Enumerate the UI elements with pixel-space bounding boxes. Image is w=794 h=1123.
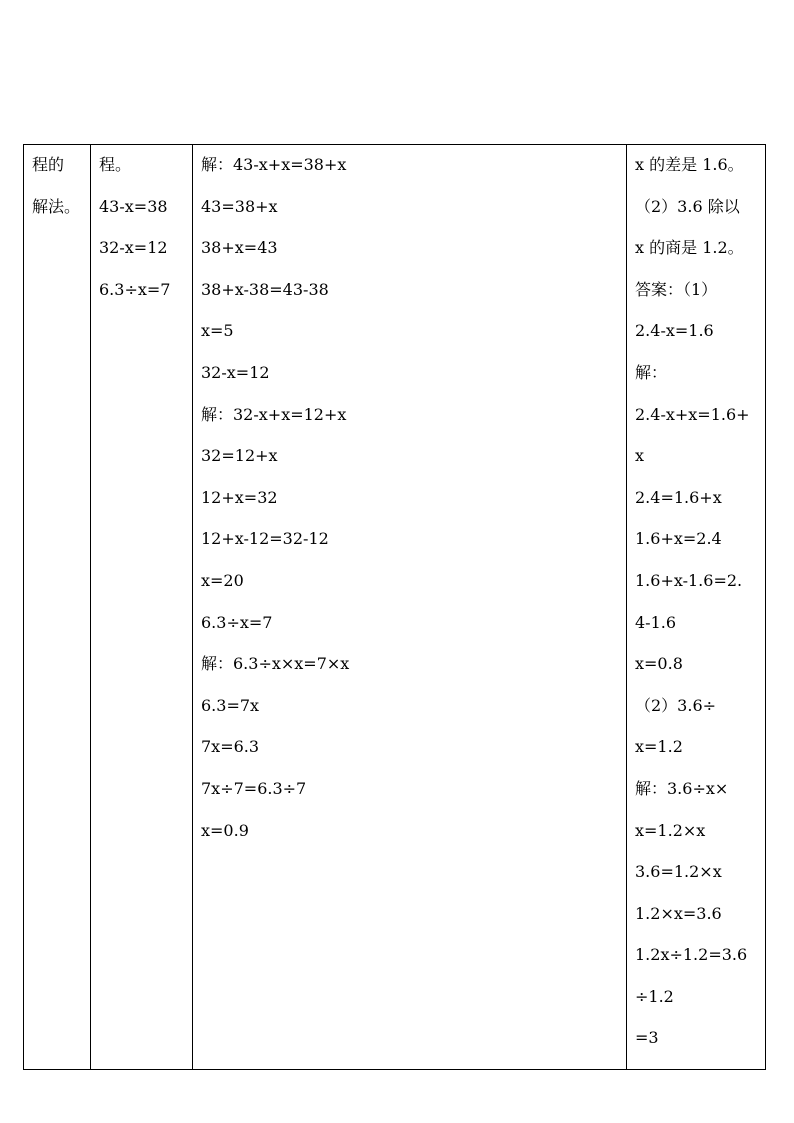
exercise-line: 1.2×x=3.6 (635, 903, 722, 923)
problem-lines (91, 145, 192, 320)
exercise-line: x=0.8 (635, 654, 683, 674)
exercise-line: 解： (635, 362, 668, 382)
exercise-line: 1.2x÷1.2=3.6 (635, 945, 748, 965)
worksheet-table (23, 144, 766, 1070)
solution-line: 解：43-x+x=38+x (201, 155, 347, 174)
solution-cell (193, 145, 627, 1070)
table-row (24, 145, 766, 1070)
exercise-line: 1.6+x=2.4 (635, 529, 722, 549)
topic-lines (24, 145, 90, 237)
exercise-line: 答案：（1） (635, 279, 718, 299)
exercise-line: x (635, 446, 645, 466)
exercise-line: （2）3.6 除以 (635, 196, 740, 216)
exercise-line: x 的差是 1.6。 (635, 155, 744, 174)
solution-line: 解：6.3÷x×x=7×x (201, 654, 350, 674)
topic-cell (24, 145, 91, 1070)
solution-line: 7x÷7=6.3÷7 (201, 778, 307, 798)
solution-line: 32=12+x (201, 446, 278, 466)
exercise-line: x=1.2 (635, 737, 683, 757)
solution-line: x=0.9 (201, 820, 249, 840)
solution-line: 38+x=43 (201, 238, 278, 258)
problem-cell (91, 145, 193, 1070)
exercise-line: x 的商是 1.2。 (635, 238, 744, 258)
exercise-lines (627, 145, 765, 1069)
exercise-line: x=1.2×x (635, 820, 706, 840)
exercise-line: 3.6=1.2×x (635, 862, 722, 882)
exercise-line: 2.4-x+x=1.6+ (635, 404, 750, 424)
exercise-line: 4-1.6 (635, 612, 677, 632)
problem-line: 43-x=38 (99, 196, 168, 216)
topic-line: 解法。 (32, 196, 81, 216)
solution-line: 7x=6.3 (201, 737, 260, 757)
problem-line: 6.3÷x=7 (99, 279, 171, 299)
solution-line: 38+x-38=43-38 (201, 279, 329, 299)
exercise-line: ÷1.2 (635, 986, 674, 1006)
problem-line: 程。 (99, 155, 132, 174)
solution-line: 6.3÷x=7 (201, 612, 273, 632)
solution-line: 43=38+x (201, 196, 278, 216)
exercise-cell (627, 145, 766, 1070)
exercise-line: 2.4-x=1.6 (635, 321, 714, 341)
solution-line: 12+x=32 (201, 487, 278, 507)
exercise-line: 解：3.6÷x× (635, 778, 729, 798)
solution-line: 解：32-x+x=12+x (201, 404, 347, 424)
exercise-line: 2.4=1.6+x (635, 487, 722, 507)
exercise-line: =3 (635, 1028, 659, 1048)
topic-line: 程的 (32, 155, 65, 174)
problem-line: 32-x=12 (99, 238, 168, 258)
solution-line: 12+x-12=32-12 (201, 529, 329, 549)
exercise-line: （2）3.6÷ (635, 695, 717, 715)
solution-line: x=20 (201, 570, 244, 590)
solution-line: x=5 (201, 321, 234, 341)
exercise-line: 1.6+x-1.6=2. (635, 570, 743, 590)
solution-line: 6.3=7x (201, 695, 260, 715)
solution-lines (193, 145, 626, 861)
solution-line: 32-x=12 (201, 362, 270, 382)
